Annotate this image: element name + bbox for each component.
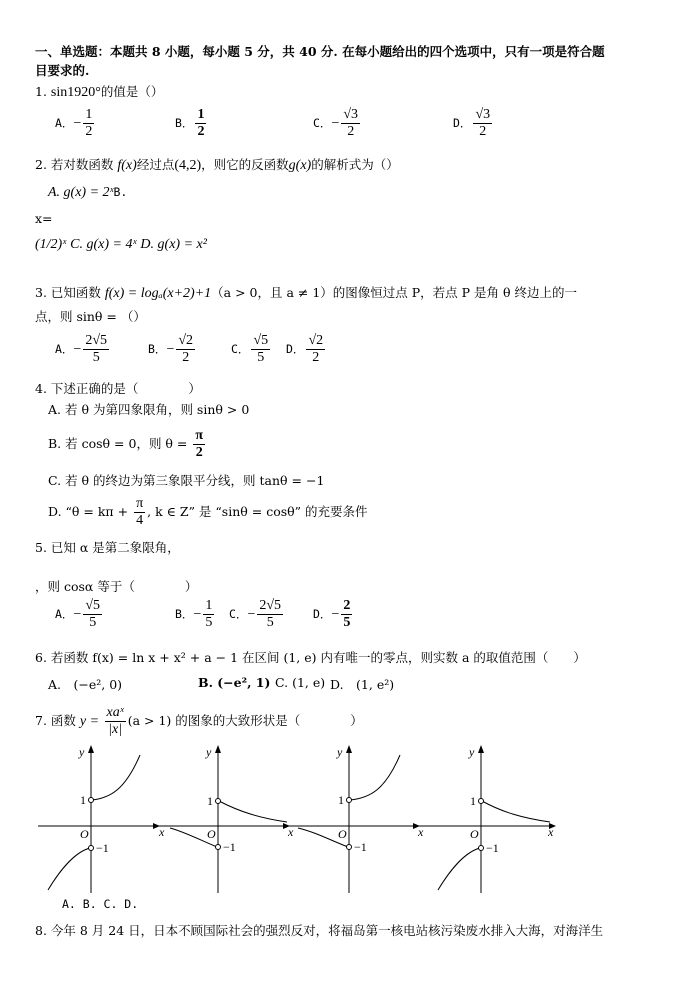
q2-options-bcd[interactable]: (1/2)ˣ C. g(x) = 4ˣ D. g(x) = x² <box>35 237 207 252</box>
q5-option-c[interactable]: C．− $\frac{2√5}{5}$ <box>229 598 282 630</box>
graph-b-neg-one: −1 <box>223 840 236 854</box>
q2-x-eq: x= <box>35 211 53 226</box>
graph-c-neg-one: −1 <box>354 840 367 854</box>
graph-a-neg-one: −1 <box>96 841 109 855</box>
q4-stem: 4. 下述正确的是（ ） <box>35 381 201 396</box>
q1-option-b[interactable]: B． $\frac{1}{2}$ <box>175 107 205 139</box>
graph-a-curve-left <box>48 848 90 890</box>
graph-d-origin: O <box>470 827 479 841</box>
q5-stem: 5. 已知 α 是第二象限角， <box>35 540 180 555</box>
q5-option-b[interactable]: B．− $\frac{1}{5}$ <box>175 598 213 630</box>
q8-stem: 8. 今年 8 月 24 日，日本不顾国际社会的强烈反对，将福岛第一核电站核污染废水排入大海，对海洋生 <box>35 923 604 938</box>
q7-options[interactable]: A. B. C. D. <box>62 897 139 911</box>
q1-option-c[interactable]: C．− $\frac{√3}{2}$ <box>313 107 359 139</box>
q2-stem: 2. 若对数函数 f(x)经过点(4,2)，则它的反函数g(x)的解析式为（） <box>35 157 399 173</box>
graph-b-curve-right <box>219 801 287 822</box>
graph-b-y-label: y <box>206 745 212 759</box>
graph-c-curve-right <box>350 755 400 800</box>
q6-option-c[interactable]: C. (1, e) <box>275 675 326 690</box>
q1-option-a[interactable]: A．− $\frac{1}{2}$ <box>55 107 93 139</box>
graph-c-x-label: x <box>418 825 424 839</box>
q6-option-a[interactable]: A. (−e², 0) <box>48 677 123 692</box>
q6-option-d[interactable]: D. (1, e²) <box>330 677 395 692</box>
q5-option-d[interactable]: D．− $\frac{2}{5}$ <box>313 598 351 630</box>
q1-stem: 1. sin1920°的值是（） <box>35 84 164 100</box>
q3-option-d[interactable]: D． $\frac{√2}{2}$ <box>286 333 324 365</box>
q2-option-a[interactable]: A. g(x) = 2ˣB. <box>48 185 128 200</box>
graph-d-x-label: x <box>548 825 554 839</box>
q6-stem: 6. 若函数 f(x) = ln x + x² + a − 1 在区间 (1, e) 内有唯一的零点，则实数 a 的取值范围（ ） <box>35 650 586 665</box>
graph-d-one: 1 <box>470 794 476 808</box>
q3-option-a[interactable]: A．− $\frac{2√5}{5}$ <box>55 333 108 365</box>
graph-b-one: 1 <box>207 794 213 808</box>
q3-option-c[interactable]: C． $\frac{√5}{5}$ <box>231 333 269 365</box>
graph-d-curve-right <box>482 801 550 822</box>
q5-stem-line2: ，则 cosα 等于（ ） <box>35 579 198 594</box>
q6-option-b[interactable]: B. (−e², 1) <box>198 675 271 690</box>
section-title-line2: 目要求的. <box>35 63 90 78</box>
graph-a-one: 1 <box>80 793 86 807</box>
graph-b-x-label: x <box>288 825 294 839</box>
graph-d-neg-one: −1 <box>486 841 499 855</box>
graph-a-x-label: x <box>159 825 165 839</box>
graph-d-curve-left <box>438 848 480 890</box>
graph-c-one: 1 <box>338 793 344 807</box>
q4-option-b[interactable]: B. 若 cosθ = 0，则 θ = $\frac{\pi}{2}$ <box>48 428 204 460</box>
graph-a-y-label: y <box>79 745 85 759</box>
q3-stem-line2: 点，则 sinθ = （） <box>35 309 146 324</box>
graph-c-y-label: y <box>337 745 343 759</box>
q4-option-d[interactable]: D. “θ = kπ + $\frac{\pi}{4}$ , k ∈ Z” 是 “sinθ = cosθ” 的充要条件 <box>48 496 368 528</box>
q5-option-a[interactable]: A．− $\frac{√5}{5}$ <box>55 598 101 630</box>
q3-option-b[interactable]: B．− $\frac{√2}{2}$ <box>148 333 194 365</box>
graph-a-curve-right <box>92 755 140 800</box>
graph-a-origin: O <box>80 827 89 841</box>
graph-c-origin: O <box>338 827 347 841</box>
q4-option-a[interactable]: A. 若 θ 为第四象限角，则 sinθ > 0 <box>48 402 250 417</box>
graph-d-y-label: y <box>469 745 475 759</box>
q4-option-c[interactable]: C. 若 θ 的终边为第三象限平分线，则 tanθ = −1 <box>48 473 325 488</box>
q3-stem: 3. 已知函数 f(x) = logₐ(x+2)+1（a > 0，且 a ≠ 1）的图像恒过点 P，若点 P 是角 θ 终边上的一 <box>35 285 578 301</box>
q1-option-d[interactable]: D． $\frac{√3}{2}$ <box>453 107 491 139</box>
section-title: 一、单选题：本题共 8 小题，每小题 5 分，共 40 分. 在每小题给出的四个选项中，只有一项是符合题 <box>35 44 605 59</box>
graph-b-origin: O <box>207 827 216 841</box>
q7-stem: 7. 函数 y = $\frac{\text{xaˣ}}{|x|}$ (a > 1) 的图象的大致形状是（ ） <box>35 705 363 737</box>
